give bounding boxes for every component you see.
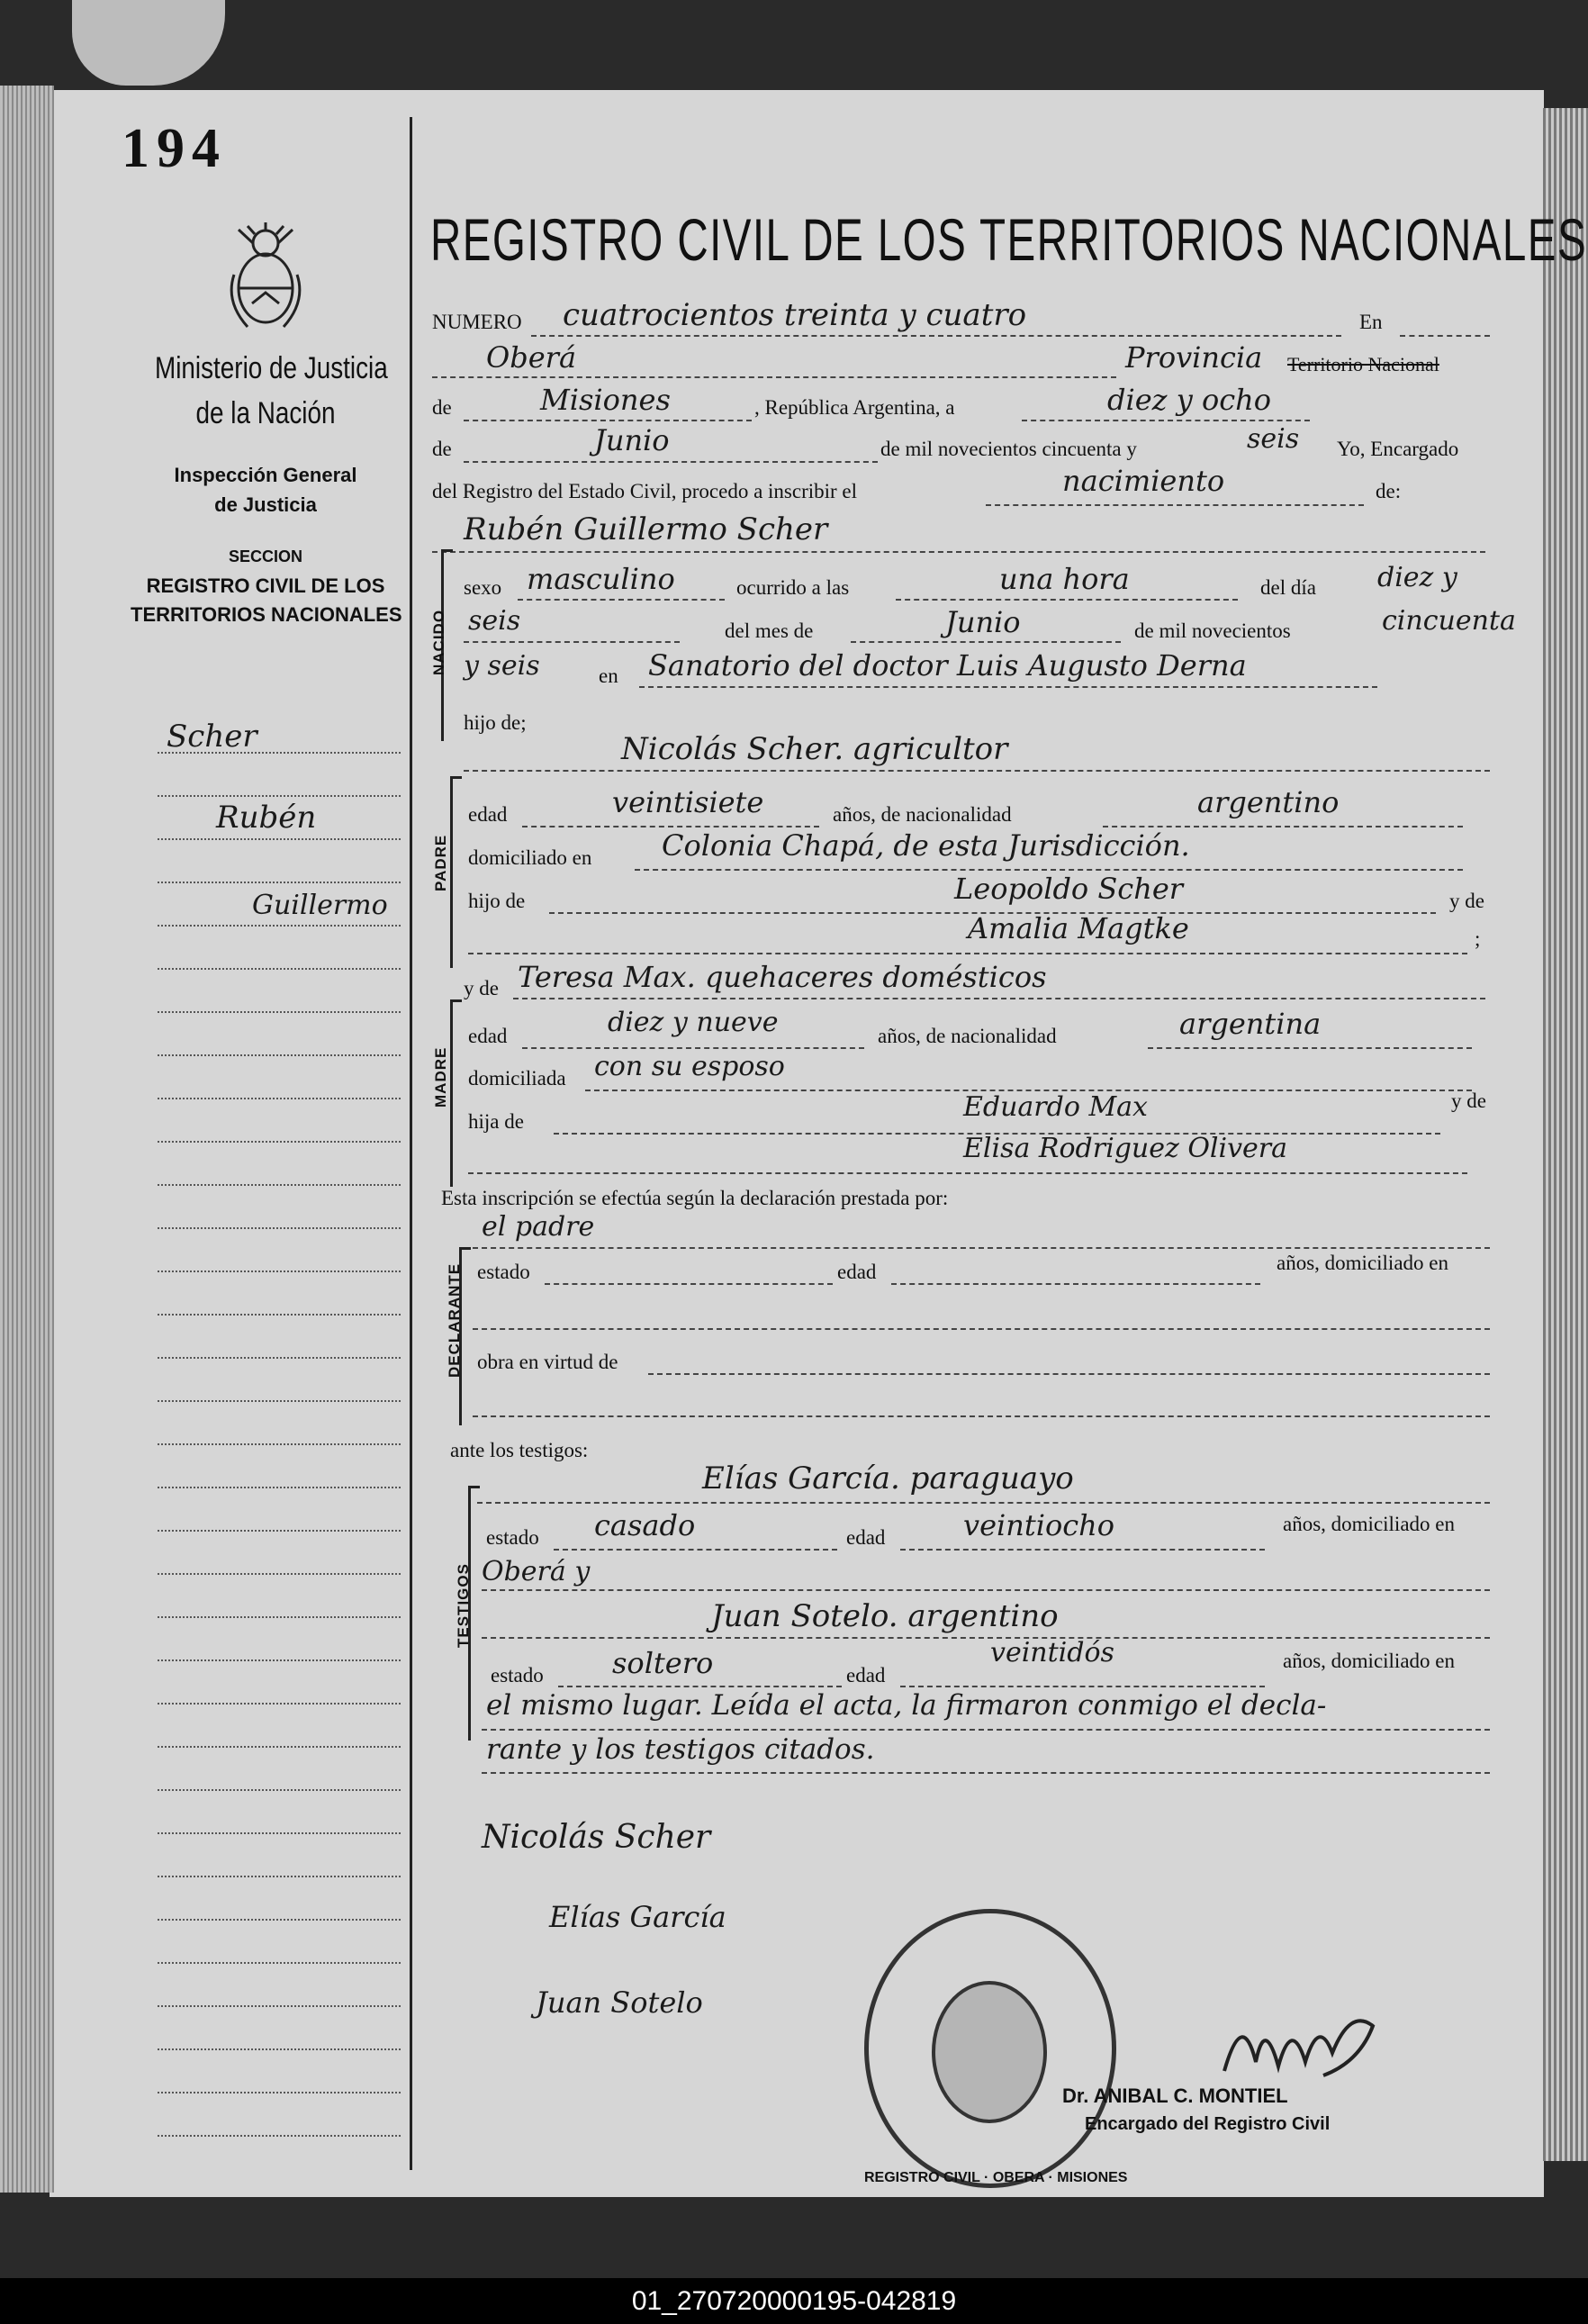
- signature-witness1: Elías García: [549, 1900, 726, 1934]
- header-title: REGISTRO CIVIL DE LOS TERRITORIOS NACIONALES: [430, 206, 1588, 273]
- father-father: Leopoldo Scher: [954, 872, 1184, 906]
- act-line: [986, 504, 1364, 506]
- margin-rule-line: [158, 1919, 401, 1921]
- witness1-name: Elías García. paraguayo: [702, 1460, 1074, 1497]
- margin-rule-line: [158, 2135, 401, 2137]
- thumb: [72, 0, 225, 86]
- margin-rule-line: [158, 2092, 401, 2093]
- mother-edad-label: edad: [468, 1025, 508, 1047]
- y-de-label-2: y de: [1451, 1090, 1486, 1112]
- en-line: [1400, 335, 1490, 337]
- testigos-label: ante los testigos:: [450, 1439, 589, 1461]
- mother-age: diez y nueve: [608, 1007, 779, 1038]
- section-line2: TERRITORIOS NACIONALES: [131, 603, 402, 626]
- hijo-de-label: hijo de: [468, 890, 526, 912]
- dia-value: diez y: [1377, 562, 1457, 593]
- hora-line: [896, 599, 1238, 601]
- margin-rule-line: [158, 1184, 401, 1186]
- witness2-line: [482, 1637, 1490, 1639]
- father-mother-line: [468, 953, 1467, 954]
- decl-estado-label: estado: [477, 1261, 530, 1283]
- section-label: SECCION: [228, 547, 302, 565]
- province-line: [464, 420, 752, 421]
- margin-rule-line: [158, 1400, 401, 1402]
- republica-label: , República Argentina, a: [754, 396, 955, 419]
- declarante-value: el padre: [482, 1211, 595, 1243]
- witness1-line: [477, 1502, 1490, 1504]
- father-nat-label: años, de nacionalidad: [833, 803, 1012, 826]
- margin-rule-line: [158, 1962, 401, 1964]
- y-de-label: y de: [1449, 890, 1484, 912]
- margin-rule-line: [158, 1573, 401, 1575]
- official-title: Encargado del Registro Civil: [1085, 2114, 1331, 2134]
- margin-rule-line: [158, 968, 401, 970]
- closing-text-2: rante y los testigos citados.: [486, 1733, 875, 1766]
- witness2-name: Juan Sotelo. argentino: [711, 1598, 1059, 1634]
- mother-age-line: [522, 1047, 864, 1049]
- margin-rule-line: [158, 1011, 401, 1013]
- semicolon: ;: [1475, 927, 1481, 950]
- w1-edad: veintiocho: [963, 1508, 1115, 1542]
- ministry-line2: de la Nación: [195, 396, 336, 430]
- w2-edad-label: edad: [846, 1664, 886, 1686]
- w1-anos-label: años, domiciliado en: [1283, 1513, 1455, 1535]
- w2-estado: soltero: [612, 1646, 714, 1680]
- closing-line-1: [482, 1729, 1490, 1731]
- mes-value: Junio: [945, 605, 1021, 639]
- official-name: Dr. ANIBAL C. MONTIEL: [1062, 2084, 1288, 2107]
- mother-mother-line: [468, 1172, 1467, 1174]
- margin-rule-line: [158, 1616, 401, 1618]
- margin-rule-line: [158, 838, 401, 840]
- margin-rule-line: [158, 925, 401, 927]
- decl-edad-label: edad: [837, 1261, 877, 1283]
- numero-value: cuatrocientos treinta y cuatro: [563, 297, 1027, 333]
- decl-dom-line: [473, 1328, 1490, 1330]
- mother-dom-label: domiciliada: [468, 1067, 566, 1090]
- inscripcion-label: Esta inscripción se efectúa según la declaración prestada por:: [441, 1187, 949, 1209]
- signature-father: Nicolás Scher: [482, 1819, 711, 1856]
- obra-label: obra en virtud de: [477, 1351, 618, 1373]
- father-mother: Amalia Magtke: [968, 911, 1189, 945]
- mes-line: [851, 641, 1121, 643]
- year2-value: cincuenta: [1382, 605, 1516, 637]
- hijo-label: hijo de;: [464, 711, 527, 734]
- numero-line: [531, 335, 1341, 337]
- de-label: de: [432, 396, 452, 419]
- w2-estado-label: estado: [491, 1664, 544, 1686]
- en2-label: en: [599, 665, 618, 687]
- footer-image-id: 01_270720000195-042819: [0, 2278, 1588, 2324]
- margin-rule-line: [158, 1876, 401, 1877]
- margin-rule-line: [158, 2005, 401, 2007]
- section-line1: REGISTRO CIVIL DE LOS: [146, 574, 385, 597]
- w1-estado: casado: [594, 1508, 696, 1542]
- mother-name: Teresa Max. quehaceres domésticos: [518, 960, 1047, 994]
- official-signature-icon: [1215, 1990, 1413, 2089]
- w1-dom: Oberá y: [482, 1556, 591, 1587]
- ministry-line1: Ministerio de Justicia: [155, 351, 388, 385]
- nacido-label: NACIDO: [430, 609, 447, 675]
- year-value: seis: [1247, 423, 1300, 455]
- margin-rule-line: [158, 1746, 401, 1748]
- registro-label: del Registro del Estado Civil, procedo a inscribir el: [432, 480, 858, 502]
- territorio-label: Territorio Nacional: [1287, 353, 1439, 375]
- hija-de-label: hija de: [468, 1110, 524, 1133]
- hora-value: una hora: [999, 562, 1130, 596]
- inspection-line2: de Justicia: [214, 493, 317, 516]
- del-mes-label: del mes de: [725, 619, 814, 642]
- margin-rule-line: [158, 1832, 401, 1834]
- mother-nat: argentina: [1179, 1007, 1322, 1041]
- sexo-line: [518, 599, 725, 601]
- stamp-text: REGISTRO CIVIL · OBERA · MISIONES: [864, 2170, 1128, 2185]
- testigos-side-label: TESTIGOS: [455, 1563, 472, 1648]
- father-age: veintisiete: [612, 785, 764, 819]
- book-edge-left: [0, 86, 54, 2193]
- dia2-line: [464, 641, 680, 643]
- margin-rule-line: [158, 1487, 401, 1488]
- w1-edad-line: [900, 1549, 1265, 1551]
- sexo-value: masculino: [527, 562, 675, 596]
- father-edad-label: edad: [468, 803, 508, 826]
- w1-dom-line: [482, 1589, 1490, 1591]
- decl-edad-line: [891, 1283, 1260, 1285]
- provincia-value: Provincia: [1125, 340, 1263, 375]
- mil-label: de mil novecientos cincuenta y: [880, 438, 1137, 460]
- stamp-emblem-icon: [932, 1981, 1047, 2123]
- margin-rule-line: [158, 1703, 401, 1705]
- de-colon-label: de:: [1376, 480, 1402, 502]
- w2-edad: veintidós: [990, 1637, 1114, 1668]
- declarante-line: [473, 1247, 1490, 1249]
- en-label: En: [1359, 311, 1383, 333]
- day-value: diez y ocho: [1107, 383, 1271, 417]
- closing-line-2: [482, 1772, 1490, 1774]
- child-name-line: [432, 551, 1485, 553]
- margin-rule-line: [158, 1314, 401, 1316]
- book-edge-right: [1543, 108, 1588, 2161]
- mother-dom: con su esposo: [594, 1051, 785, 1082]
- month-line: [464, 461, 878, 463]
- mil2-label: de mil novecientos: [1134, 619, 1291, 642]
- place-value: Oberá: [486, 340, 577, 375]
- decl-estado-line: [545, 1283, 833, 1285]
- father-dom: Colonia Chapá, de esta Jurisdicción.: [662, 828, 1190, 863]
- w2-estado-line: [558, 1686, 842, 1687]
- father-name-line: [464, 770, 1490, 772]
- w1-edad-label: edad: [846, 1526, 886, 1549]
- numero-label: NUMERO: [432, 311, 522, 333]
- margin-rule-line: [158, 1443, 401, 1445]
- mother-name-line: [513, 998, 1485, 999]
- madre-bracket: [450, 999, 462, 1187]
- madre-label: MADRE: [432, 1046, 449, 1108]
- margin-rule-line: [158, 795, 401, 797]
- w2-anos-label: años, domiciliado en: [1283, 1650, 1455, 1672]
- father-name: Nicolás Scher. agricultor: [621, 731, 1008, 767]
- place-line: [432, 376, 1116, 378]
- coat-of-arms-icon: [221, 221, 311, 338]
- margin-divider: [410, 117, 412, 2170]
- decl-anos-label: años, domiciliado en: [1277, 1252, 1448, 1274]
- margin-rule-line: [158, 1530, 401, 1532]
- year2-value-2: y seis: [464, 650, 540, 682]
- father-nat-line: [1103, 826, 1463, 827]
- father-dom-label: domiciliado en: [468, 846, 592, 869]
- w1-estado-label: estado: [486, 1526, 539, 1549]
- del-dia-label: del día: [1260, 576, 1316, 599]
- margin-rule-line: [158, 1227, 401, 1229]
- child-name: Rubén Guillermo Scher: [464, 511, 828, 547]
- father-nat: argentino: [1197, 785, 1340, 819]
- province-value: Misiones: [540, 383, 671, 417]
- closing-text-1: el mismo lugar. Leída el acta, la firmaron conmigo el decla-: [486, 1689, 1327, 1722]
- inspection-line1: Inspección General: [174, 464, 357, 486]
- w2-edad-line: [900, 1686, 1265, 1687]
- declarante-label: DECLARANTE: [446, 1262, 463, 1378]
- mother-nat-label: años, de nacionalidad: [878, 1025, 1057, 1047]
- mother-mother: Elisa Rodriguez Olivera: [963, 1133, 1288, 1164]
- margin-surname: Scher: [167, 719, 257, 755]
- padre-bracket: [450, 776, 462, 968]
- margin-middle-name: Guillermo: [252, 890, 388, 921]
- sexo-label: sexo: [464, 576, 502, 599]
- margin-rule-line: [158, 1271, 401, 1272]
- margin-first-name: Rubén: [216, 800, 317, 836]
- page-number: 194: [122, 118, 227, 179]
- margin-rule-line: [158, 1357, 401, 1359]
- padre-label: PADRE: [432, 834, 449, 891]
- margin-rule-line: [158, 1141, 401, 1143]
- margin-rule-line: [158, 2048, 401, 2050]
- margin-rule-line: [158, 1054, 401, 1056]
- signature-witness2: Juan Sotelo: [536, 1985, 703, 2020]
- ocurrido-label: ocurrido a las: [736, 576, 850, 599]
- yo-label: Yo, Encargado: [1337, 438, 1459, 460]
- act-value: nacimiento: [1062, 464, 1225, 498]
- margin-rule-line: [158, 1789, 401, 1791]
- lugar-value: Sanatorio del doctor Luis Augusto Derna: [648, 648, 1247, 683]
- w1-estado-line: [554, 1549, 837, 1551]
- margin-rule-line: [158, 1659, 401, 1661]
- mother-father: Eduardo Max: [963, 1091, 1148, 1123]
- father-dom-line: [635, 869, 1463, 871]
- dia-value-2: seis: [468, 605, 521, 637]
- mother-nat-line: [1148, 1047, 1472, 1049]
- month-value: Junio: [594, 423, 670, 457]
- father-age-line: [522, 826, 819, 827]
- decl-extra-line: [473, 1415, 1490, 1417]
- day-line: [1022, 420, 1310, 421]
- y-de2-label: y de: [464, 977, 499, 999]
- de-label-2: de: [432, 438, 452, 460]
- margin-rule-line: [158, 882, 401, 883]
- margin-rule-line: [158, 1098, 401, 1099]
- obra-line: [648, 1373, 1490, 1375]
- lugar-line: [639, 686, 1377, 688]
